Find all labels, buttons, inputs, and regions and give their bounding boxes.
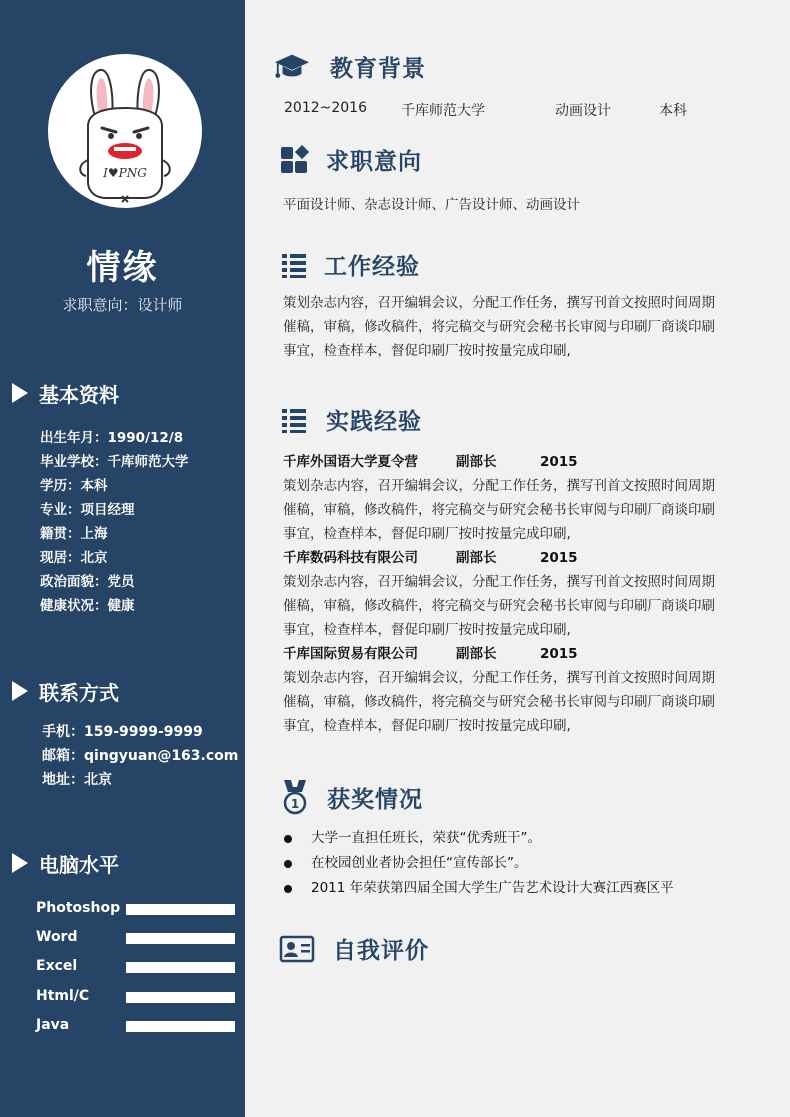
skill-label: Html/C (36, 987, 90, 1004)
self-eval-heading (279, 932, 429, 965)
info-major: 专业：项目经理 (40, 502, 135, 518)
practice-line: 事宜，检查样本，督促印刷厂按时按量完成印刷, (283, 718, 571, 734)
basic-info-heading (12, 378, 119, 408)
practice-org: 千库国际贸易有限公司 (283, 646, 418, 662)
practice-list (283, 450, 743, 738)
medal-icon (277, 778, 313, 816)
intent-heading (276, 143, 422, 176)
candidate-name: 情缘 (86, 248, 159, 288)
list-icon (276, 405, 312, 435)
info-school: 毕业学校：千库师范大学 (40, 454, 189, 470)
education-major: 动画设计 (555, 103, 611, 119)
contact-phone: 手机：159-9999-9999 (42, 724, 203, 740)
education-school: 千库师范大学 (401, 103, 485, 119)
practice-role: 副部长 (456, 550, 497, 566)
intent-title: 求职意向 (326, 149, 422, 175)
intent-text: 平面设计师、杂志设计师、广告设计师、动画设计 (283, 197, 580, 213)
info-residence: 现居：北京 (40, 550, 108, 566)
skill-bar (126, 992, 235, 1003)
practice-line: 策划杂志内容，召开编辑会议，分配工作任务，撰写刊首文按照时间周期 (283, 574, 715, 590)
practice-heading (276, 403, 422, 436)
practice-year: 2015 (540, 646, 578, 662)
award-text: 2011 年荣获第四届全国大学生广告艺术设计大赛江西赛区平 (311, 880, 674, 896)
award-item (283, 851, 674, 876)
skill-label: Java (36, 1016, 70, 1033)
info-political: 政治面貌：党员 (40, 574, 135, 590)
practice-line: 策划杂志内容，召开编辑会议，分配工作任务，撰写刊首文按照时间周期 (283, 478, 715, 494)
practice-line: 催稿，审稿，修改稿件，将完稿交与研究会秘书长审阅与印刷厂商谈印刷 (283, 598, 715, 614)
practice-line: 策划杂志内容，召开编辑会议，分配工作任务，撰写刊首文按照时间周期 (283, 670, 715, 686)
skill-bar (126, 933, 235, 944)
skill-row (36, 1015, 236, 1044)
contact-address: 地址：北京 (42, 772, 112, 788)
practice-role: 副部长 (456, 454, 497, 470)
bullet-icon (284, 835, 292, 843)
practice-year: 2015 (540, 550, 578, 566)
work-title: 工作经验 (324, 254, 420, 280)
practice-entry-header (283, 450, 743, 474)
job-objective: 求职意向：设计师 (62, 296, 183, 314)
contact-heading (12, 676, 119, 706)
education-title: 教育背景 (330, 56, 426, 82)
award-item (283, 876, 674, 901)
education-period: 2012~2016 (284, 100, 367, 116)
triangle-icon (12, 681, 28, 701)
awards-heading (277, 778, 423, 816)
practice-line: 事宜，检查样本，督促印刷厂按时按量完成印刷, (283, 622, 571, 638)
skill-row (36, 986, 236, 1015)
graduation-cap-icon (274, 52, 310, 82)
skill-label: Photoshop (36, 900, 121, 916)
triangle-icon (12, 853, 28, 873)
contact-list (42, 720, 238, 792)
skill-list (36, 898, 236, 1044)
svg-text:1: 1 (290, 797, 300, 811)
skill-label: Excel (36, 958, 78, 975)
education-heading (274, 50, 426, 83)
list-icon (276, 250, 312, 280)
self-eval-title: 自我评价 (333, 938, 429, 964)
work-line: 事宜，检查样本，督促印刷厂按时按量完成印刷, (283, 343, 571, 359)
info-health: 健康状况：健康 (40, 598, 135, 614)
education-degree: 本科 (659, 103, 687, 119)
apps-grid-icon (276, 145, 312, 175)
skill-bar (126, 962, 235, 973)
skill-row (36, 927, 236, 956)
practice-org: 千库外国语大学夏令营 (283, 454, 418, 470)
practice-line: 催稿，审稿，修改稿件，将完稿交与研究会秘书长审阅与印刷厂商谈印刷 (283, 502, 715, 518)
skill-row (36, 898, 236, 927)
triangle-icon (12, 383, 28, 403)
awards-title: 获奖情况 (327, 786, 423, 813)
practice-line: 事宜，检查样本，督促印刷厂按时按量完成印刷, (283, 526, 571, 542)
info-degree: 学历：本科 (40, 478, 108, 494)
basic-info-title: 基本资料 (39, 382, 119, 407)
practice-entry-header (283, 642, 743, 666)
award-text: 大学一直担任班长，荣获“优秀班干”。 (311, 830, 541, 846)
contact-title: 联系方式 (39, 680, 119, 705)
practice-line: 催稿，审稿，修改稿件，将完稿交与研究会秘书长审阅与印刷厂商谈印刷 (283, 694, 715, 710)
skill-label: Word (36, 929, 78, 946)
practice-year: 2015 (540, 454, 578, 470)
skill-bar (126, 904, 235, 915)
computer-title: 电脑水平 (39, 852, 119, 877)
practice-entry-header (283, 546, 743, 570)
bullet-icon (284, 885, 292, 893)
practice-title: 实践经验 (326, 409, 422, 435)
avatar (48, 54, 202, 208)
basic-info-list (40, 426, 189, 618)
contact-email: 邮箱：qingyuan@163.com (42, 748, 239, 764)
practice-role: 副部长 (456, 646, 497, 662)
skill-row (36, 956, 236, 985)
computer-heading (12, 848, 119, 878)
sidebar (0, 0, 245, 1117)
bullet-icon (284, 860, 292, 868)
work-heading (276, 248, 420, 281)
work-description (283, 291, 743, 363)
award-item (283, 826, 674, 851)
work-line: 催稿，审稿，修改稿件，将完稿交与研究会秘书长审阅与印刷厂商谈印刷 (283, 319, 715, 335)
info-hometown: 籍贯：上海 (40, 526, 108, 542)
avatar-text: I♥PNG (103, 166, 147, 180)
work-line: 策划杂志内容，召开编辑会议，分配工作任务，撰写刊首文按照时间周期 (283, 295, 715, 311)
award-text: 在校园创业者协会担任“宣传部长”。 (311, 855, 528, 871)
bunny-avatar-icon (48, 54, 202, 208)
info-birth: 出生年月：1990/12/8 (40, 430, 184, 446)
id-card-icon (279, 934, 315, 964)
skill-bar (126, 1021, 235, 1032)
practice-org: 千库数码科技有限公司 (283, 550, 418, 566)
awards-list (283, 826, 674, 901)
